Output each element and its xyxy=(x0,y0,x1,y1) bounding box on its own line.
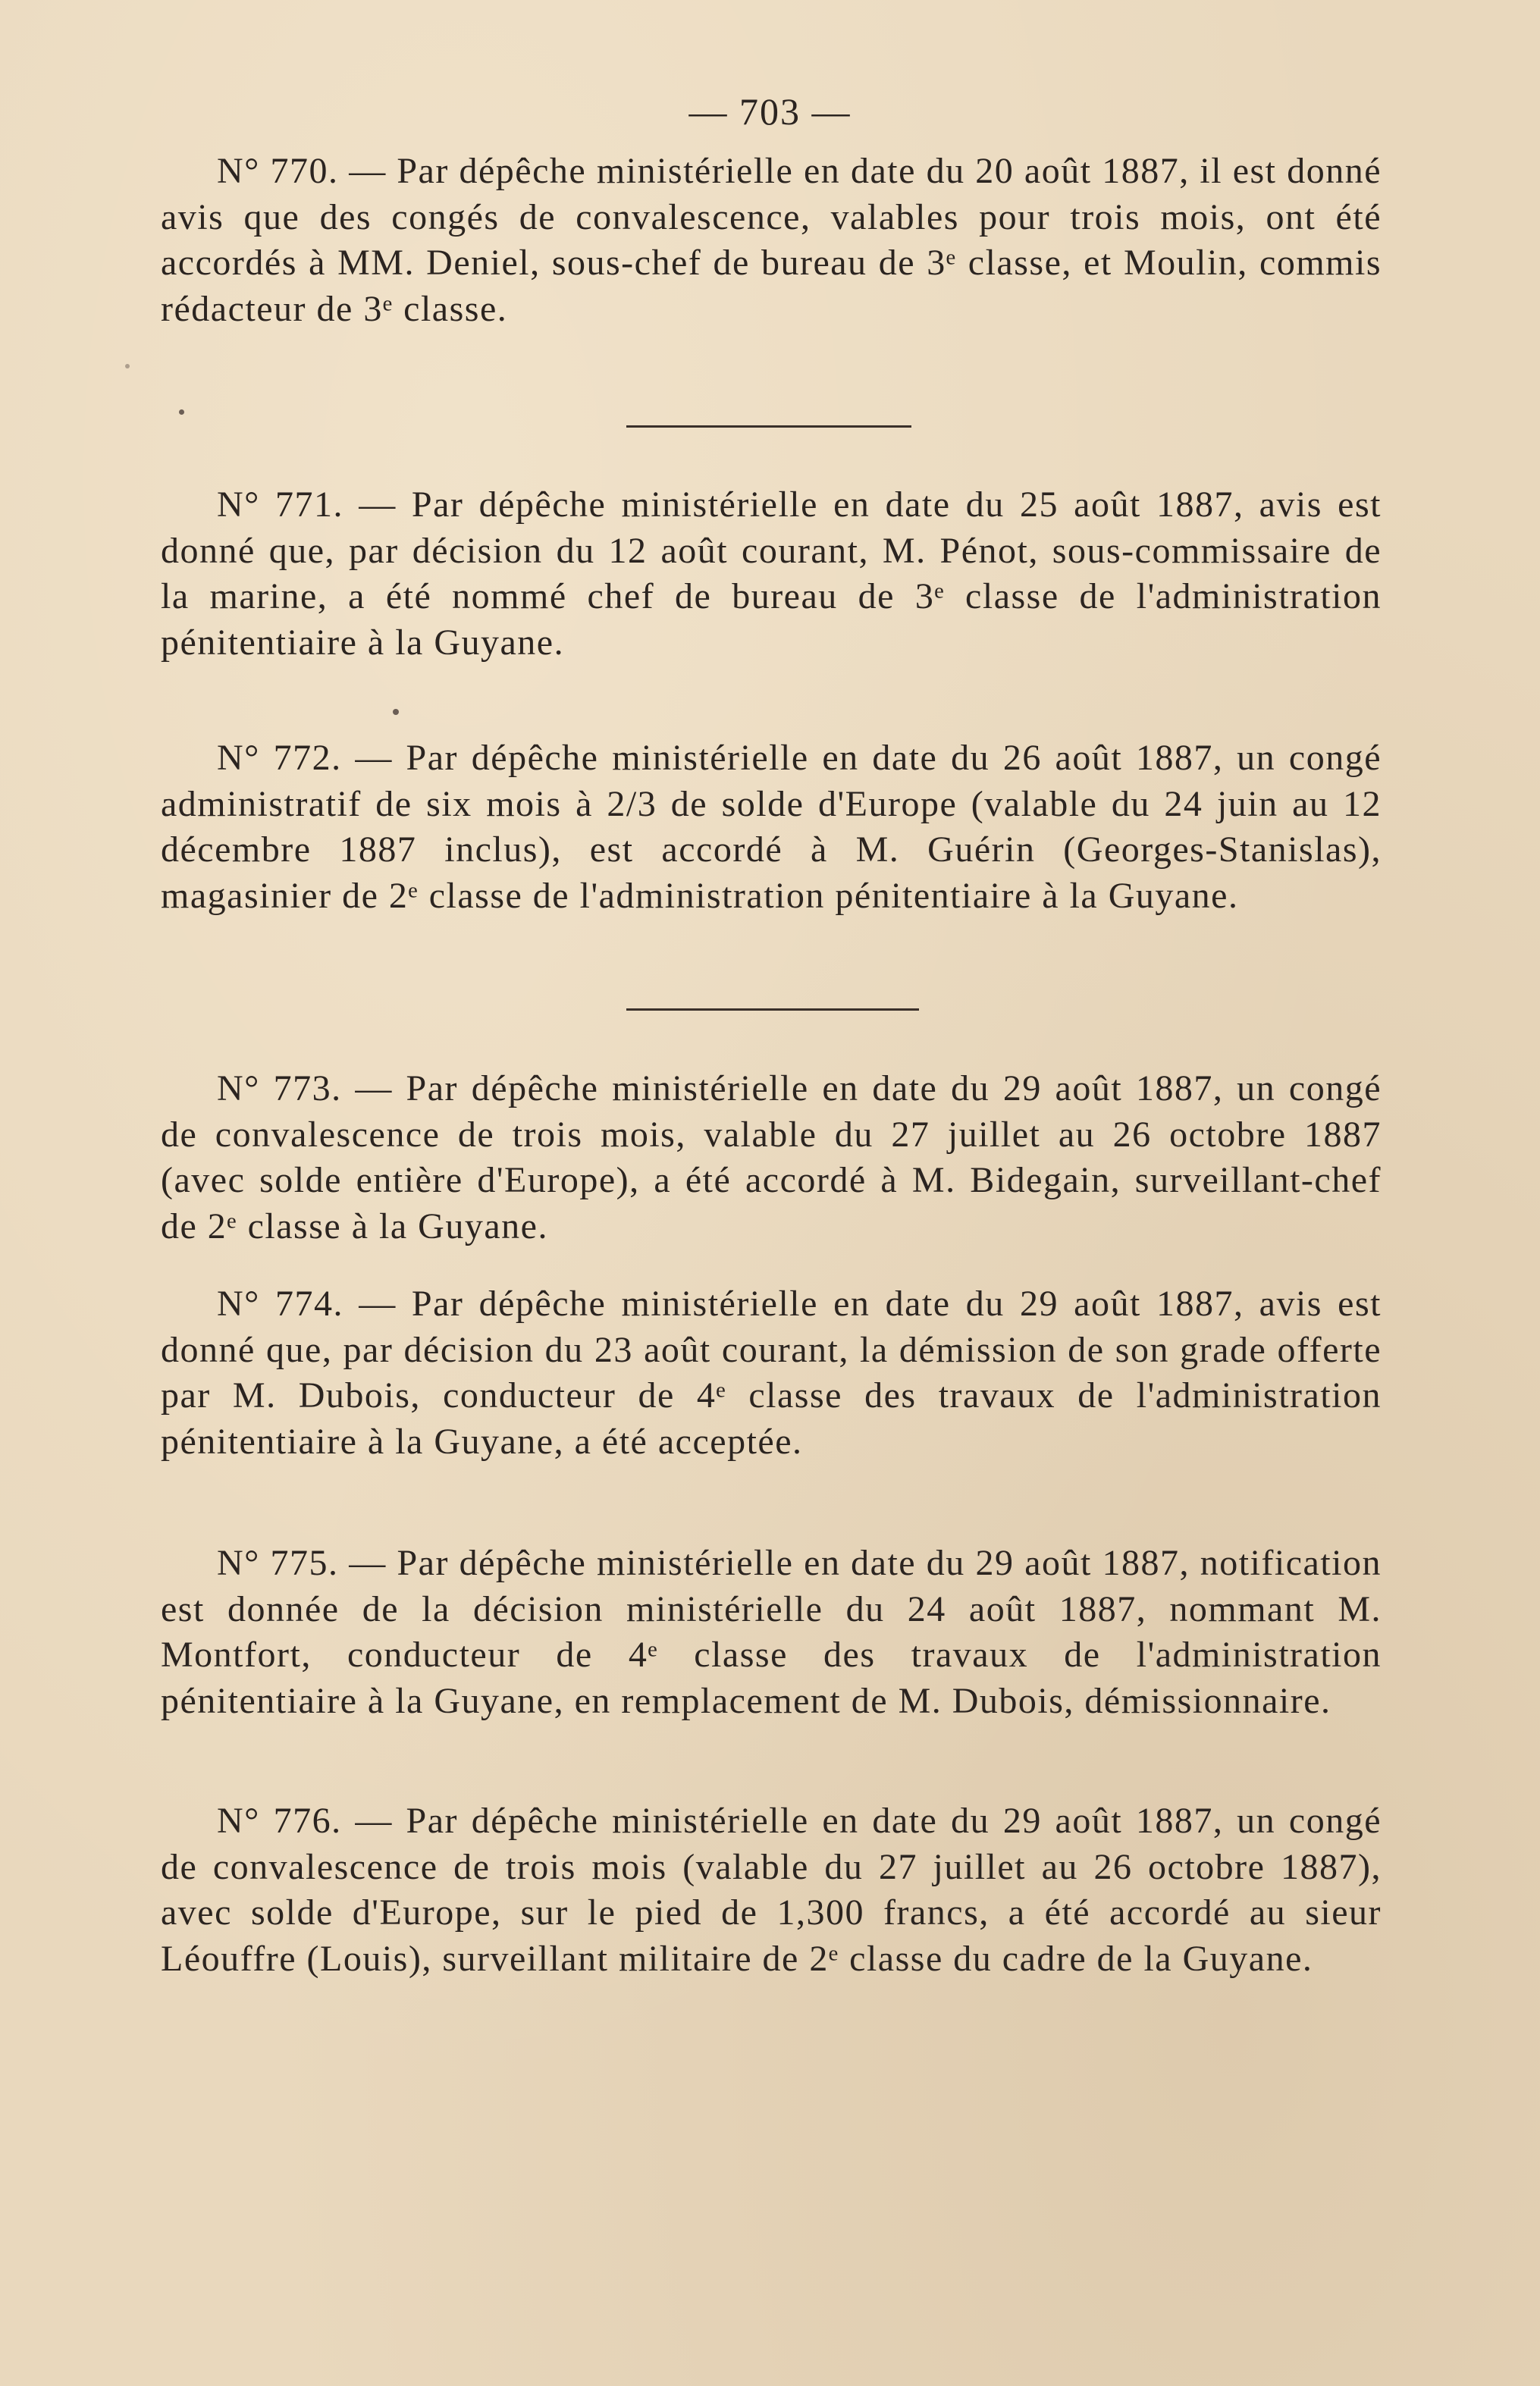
entry-771: N° 771. — Par dépêche ministérielle en date du 25 août 1887, avis est donné que, par décision du 12 août courant, M. Pénot, sous-commissaire de la marine, a été nommé chef de bureau de 3ᵉ classe de l'administration pénitentiaire à la Guyane. xyxy=(161,484,1382,663)
entry-775: N° 775. — Par dépêche ministérielle en date du 29 août 1887, notification est donnée de la décision ministérielle du 24 août 1887, nommant M. Montfort, conducteur de 4ᵉ classe des travaux de l'administration pénitentiaire à la Guyane, en remplacement de M. Dubois, démissionnaire. xyxy=(161,1543,1382,1721)
entry-773: N° 773. — Par dépêche ministérielle en date du 29 août 1887, un congé de convalescence de trois mois, valable du 27 juillet au 26 octobre 1887 (avec solde entière d'Europe), a été accordé à M. Bidegain, surveillant-chef de 2ᵉ classe à la Guyane. xyxy=(161,1068,1382,1246)
entry-776: N° 776. — Par dépêche ministérielle en date du 29 août 1887, un congé de convalescence de trois mois (valable du 27 juillet au 26 octobre 1887), avec solde d'Europe, sur le pied de 1,300 francs, a été accordé au sieur Léouffre (Louis), surveillant militaire de 2ᵉ classe du cadre de la Guyane. xyxy=(161,1801,1382,1979)
page-number: — 703 — xyxy=(688,90,852,133)
entry-772: N° 772. — Par dépêche ministérielle en date du 26 août 1887, un congé administratif de six mois à 2/3 de solde d'Europe (valable du 24 juin au 12 décembre 1887 inclus), est accordé à M. Guérin (Georges-Stanislas), magasinier de 2ᵉ classe de l'administration pénitentiaire à la Guyane. xyxy=(161,738,1382,916)
entry-774: N° 774. — Par dépêche ministérielle en date du 29 août 1887, avis est donné que, par décision du 23 août courant, la démission de son grade offerte par M. Dubois, conducteur de 4ᵉ classe des travaux de l'administration pénitentiaire à la Guyane, a été acceptée. xyxy=(161,1284,1382,1462)
ink-speck xyxy=(179,409,184,415)
entry-770: N° 770. — Par dépêche ministérielle en date du 20 août 1887, il est donné avis que des congés de convalescence, valables pour trois mois, ont été accordés à MM. Deniel, sous-chef de bureau de 3ᵉ classe, et Moulin, commis rédacteur de 3ᵉ classe. xyxy=(161,151,1382,329)
ink-speck xyxy=(125,364,130,368)
separator-rule xyxy=(626,1008,919,1011)
ink-speck xyxy=(393,709,399,715)
separator-rule xyxy=(626,425,911,428)
